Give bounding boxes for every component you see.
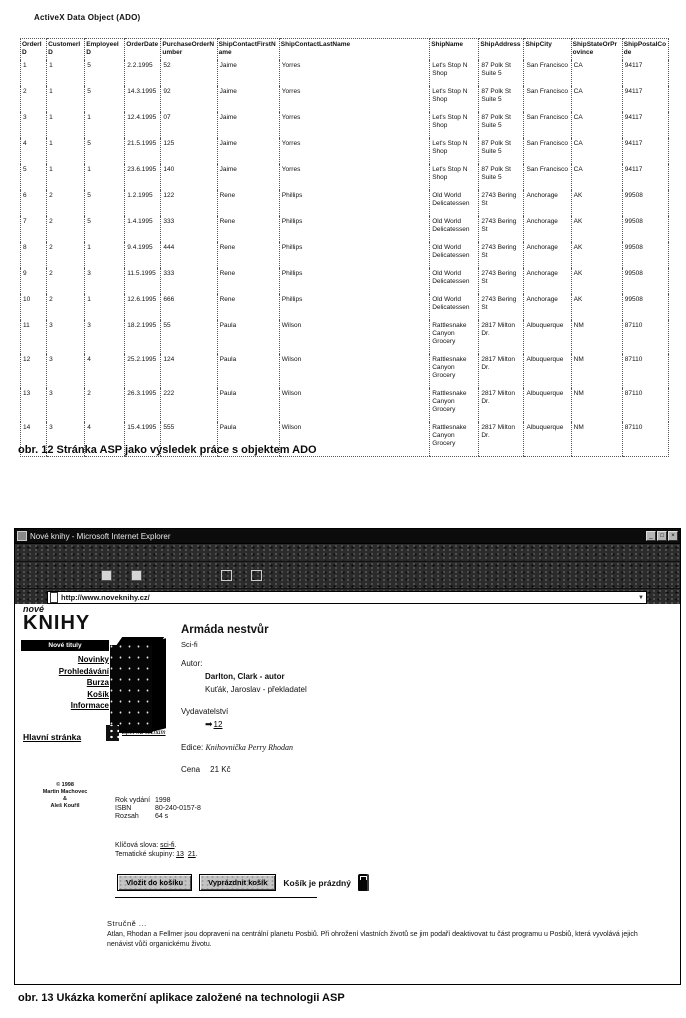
- keywords-line: [115, 842, 176, 849]
- table-cell: 1: [85, 242, 125, 268]
- table-cell: Albuquerque: [524, 388, 571, 422]
- table-cell: Old World Delicatessen: [430, 190, 479, 216]
- table-cell: 1: [47, 138, 85, 164]
- title-bar: [15, 529, 680, 543]
- table-cell: 125: [161, 138, 217, 164]
- table-cell: 5: [85, 190, 125, 216]
- table-cell: CA: [571, 86, 622, 112]
- table-cell: 94117: [622, 138, 668, 164]
- table-cell: 124: [161, 354, 217, 388]
- table-cell: 2817 Milton Dr.: [479, 354, 524, 388]
- table-cell: Rene: [217, 242, 279, 268]
- sidebar-link[interactable]: Informace: [70, 701, 109, 710]
- table-cell: Anchorage: [524, 216, 571, 242]
- table-cell: Yorres: [279, 138, 429, 164]
- table-cell: Paula: [217, 422, 279, 457]
- keywords-label: Klíčová slova:: [115, 842, 159, 849]
- table-cell: Jaime: [217, 112, 279, 138]
- table-cell: 444: [161, 242, 217, 268]
- table-cell: Albuquerque: [524, 320, 571, 354]
- table-cell: Anchorage: [524, 294, 571, 320]
- table-cell: Yorres: [279, 112, 429, 138]
- table-cell: AK: [571, 216, 622, 242]
- table-cell: Anchorage: [524, 190, 571, 216]
- table-row: [21, 190, 669, 216]
- table-cell: San Francisco: [524, 112, 571, 138]
- table-cell: 4: [85, 422, 125, 457]
- page-content: [15, 604, 680, 984]
- table-cell: 5: [85, 138, 125, 164]
- column-header: PurchaseOrderNumber: [161, 39, 217, 61]
- table-cell: 1: [85, 294, 125, 320]
- empty-cart-button[interactable]: Vyprázdnit košík: [199, 874, 276, 891]
- table-cell: 2: [47, 268, 85, 294]
- table-cell: Old World Delicatessen: [430, 242, 479, 268]
- toolbar-icon[interactable]: [251, 570, 262, 581]
- table-cell: 2: [47, 294, 85, 320]
- table-cell: 2743 Bering St: [479, 190, 524, 216]
- table-cell: Yorres: [279, 164, 429, 190]
- table-cell: 2817 Milton Dr.: [479, 422, 524, 457]
- toolbar[interactable]: [15, 561, 680, 588]
- summary-label: Stručně ...: [107, 919, 147, 928]
- divider-line: [115, 897, 317, 898]
- table-cell: 1: [21, 60, 47, 86]
- table-cell: 87 Polk St Suite 5: [479, 60, 524, 86]
- table-cell: CA: [571, 164, 622, 190]
- table-row: [21, 320, 669, 354]
- table-cell: 5: [85, 86, 125, 112]
- copyright-line: Aleš Kouřil: [50, 803, 80, 809]
- table-cell: 3: [85, 320, 125, 354]
- table-cell: Albuquerque: [524, 422, 571, 457]
- book-cover-image: [110, 637, 172, 739]
- back-to-list-link[interactable]: Zpět na seznam: [122, 728, 166, 736]
- table-cell: 3: [21, 112, 47, 138]
- edition-value: Knihovnička Perry Rhodan: [205, 743, 294, 752]
- table-cell: 87 Polk St Suite 5: [479, 138, 524, 164]
- cart-actions: [117, 874, 369, 891]
- table-cell: Anchorage: [524, 242, 571, 268]
- table-cell: NM: [571, 388, 622, 422]
- table-cell: 666: [161, 294, 217, 320]
- cart-status: Košík je prázdný: [283, 877, 351, 888]
- table-cell: 14: [21, 422, 47, 457]
- table-row: [21, 60, 669, 86]
- sidebar-nav: [15, 654, 109, 712]
- table-cell: 2743 Bering St: [479, 294, 524, 320]
- table-cell: 94117: [622, 86, 668, 112]
- table-cell: 333: [161, 216, 217, 242]
- table-cell: 7: [21, 216, 47, 242]
- column-header: ShipContactLastName: [279, 39, 429, 61]
- table-cell: 13: [21, 388, 47, 422]
- column-header: ShipContactFirstName: [217, 39, 279, 61]
- table-cell: 26.3.1995: [125, 388, 161, 422]
- table-row: [21, 138, 669, 164]
- table-cell: CA: [571, 112, 622, 138]
- table-cell: Rene: [217, 190, 279, 216]
- publisher-line: [205, 719, 222, 730]
- table-row: [21, 112, 669, 138]
- group-link[interactable]: 21: [187, 851, 196, 858]
- table-cell: Rattlesnake Canyon Grocery: [430, 354, 479, 388]
- isbn-line: [115, 805, 201, 813]
- table-cell: Jaime: [217, 138, 279, 164]
- table-cell: 4: [85, 354, 125, 388]
- table-cell: Let's Stop N Shop: [430, 164, 479, 190]
- extent-line: [115, 813, 201, 821]
- table-cell: 2817 Milton Dr.: [479, 388, 524, 422]
- table-row: [21, 216, 669, 242]
- table-cell: 99508: [622, 242, 668, 268]
- table-cell: 5: [85, 216, 125, 242]
- table-cell: Wilson: [279, 388, 429, 422]
- book-genre: Sci-fi: [181, 640, 198, 649]
- table-cell: 87110: [622, 354, 668, 388]
- table-cell: AK: [571, 242, 622, 268]
- table-cell: 3: [47, 320, 85, 354]
- table-cell: 25.2.1995: [125, 354, 161, 388]
- table-row: [21, 268, 669, 294]
- table-cell: 122: [161, 190, 217, 216]
- sidebar-link[interactable]: Košík: [87, 689, 109, 699]
- table-cell: Rene: [217, 268, 279, 294]
- table-cell: Phillips: [279, 216, 429, 242]
- price-line: [181, 765, 231, 774]
- table-row: [21, 86, 669, 112]
- table-cell: 87110: [622, 422, 668, 457]
- table-cell: AK: [571, 294, 622, 320]
- table-cell: Let's Stop N Shop: [430, 138, 479, 164]
- orders-table-container: [20, 38, 670, 457]
- table-cell: 3: [85, 268, 125, 294]
- table-cell: 2743 Bering St: [479, 242, 524, 268]
- copyright-line: Martin Machovec: [42, 789, 88, 795]
- table-cell: 1: [47, 60, 85, 86]
- site-logo: [23, 605, 113, 633]
- table-cell: 3: [47, 388, 85, 422]
- table-cell: NM: [571, 354, 622, 388]
- table-cell: 555: [161, 422, 217, 457]
- table-cell: Phillips: [279, 190, 429, 216]
- table-cell: 15.4.1995: [125, 422, 161, 457]
- table-cell: 2: [47, 242, 85, 268]
- table-cell: Jaime: [217, 164, 279, 190]
- table-cell: 07: [161, 112, 217, 138]
- column-header: ShipStateOrProvince: [571, 39, 622, 61]
- table-cell: 2: [21, 86, 47, 112]
- table-cell: 5: [21, 164, 47, 190]
- table-cell: 2: [47, 216, 85, 242]
- table-cell: Let's Stop N Shop: [430, 112, 479, 138]
- table-cell: 94117: [622, 60, 668, 86]
- table-cell: Old World Delicatessen: [430, 294, 479, 320]
- toolbar-icon[interactable]: [131, 570, 142, 581]
- price-value: 21 Kč: [210, 765, 231, 774]
- table-cell: 8: [21, 242, 47, 268]
- table-cell: San Francisco: [524, 86, 571, 112]
- table-row: [21, 294, 669, 320]
- extent-label: Rozsah: [115, 813, 139, 821]
- table-cell: Jaime: [217, 86, 279, 112]
- table-cell: 23.6.1995: [125, 164, 161, 190]
- window-controls: [646, 531, 678, 541]
- table-cell: 99508: [622, 294, 668, 320]
- copyright-line: © 1998: [56, 782, 74, 788]
- data-table: [20, 38, 669, 457]
- table-cell: Paula: [217, 320, 279, 354]
- arrow-icon: ➡: [205, 719, 213, 729]
- window-title: Nové knihy - Microsoft Internet Explorer: [30, 531, 171, 541]
- table-cell: CA: [571, 60, 622, 86]
- sidebar-link[interactable]: Prohledávání: [58, 666, 109, 676]
- table-cell: 87110: [622, 388, 668, 422]
- table-row: [21, 164, 669, 190]
- author-line: Darlton, Clark - autor: [205, 672, 285, 681]
- logo-main-text: KNIHY: [23, 612, 91, 634]
- table-cell: 1: [85, 112, 125, 138]
- table-cell: Yorres: [279, 86, 429, 112]
- table-cell: 10: [21, 294, 47, 320]
- figure1-title: ActiveX Data Object (ADO): [34, 13, 141, 22]
- table-cell: Albuquerque: [524, 354, 571, 388]
- table-cell: AK: [571, 268, 622, 294]
- table-cell: 1: [47, 112, 85, 138]
- table-cell: Rene: [217, 216, 279, 242]
- table-cell: 1: [85, 164, 125, 190]
- table-cell: NM: [571, 422, 622, 457]
- copyright-block: [15, 782, 115, 810]
- table-cell: 2: [47, 190, 85, 216]
- translator-line: Kuťák, Jaroslav - překladatel: [205, 685, 307, 694]
- table-cell: 14.3.1995: [125, 86, 161, 112]
- table-cell: 1.4.1995: [125, 216, 161, 242]
- table-cell: 6: [21, 190, 47, 216]
- table-cell: 99508: [622, 268, 668, 294]
- table-cell: 2743 Bering St: [479, 268, 524, 294]
- logo-top-text: nové: [23, 604, 45, 614]
- toolbar-icon[interactable]: [221, 570, 232, 581]
- isbn-value: 80-240-0157-8: [154, 805, 201, 813]
- column-header: OrderID: [21, 39, 47, 61]
- table-cell: Wilson: [279, 422, 429, 457]
- table-cell: 9: [21, 268, 47, 294]
- table-cell: 21.5.1995: [125, 138, 161, 164]
- summary-text: Atlan, Rhodan a Fellmer jsou dopraveni na centrální planetu Posbiů. Při ohrožení vlastních životů se jim podaří deaktivovat tu část programu u Posbiů, která vyvolává jejich nenávist vůči organickému životu.: [107, 931, 638, 948]
- table-cell: 94117: [622, 164, 668, 190]
- table-cell: 3: [47, 354, 85, 388]
- table-cell: Phillips: [279, 242, 429, 268]
- table-cell: 12.6.1995: [125, 294, 161, 320]
- table-cell: Rattlesnake Canyon Grocery: [430, 320, 479, 354]
- maximize-button[interactable]: □: [657, 531, 667, 541]
- table-cell: Paula: [217, 388, 279, 422]
- table-cell: Yorres: [279, 60, 429, 86]
- table-cell: 87 Polk St Suite 5: [479, 86, 524, 112]
- table-cell: 52: [161, 60, 217, 86]
- book-title: Armáda nestvůr: [181, 624, 269, 636]
- table-cell: San Francisco: [524, 60, 571, 86]
- table-cell: AK: [571, 190, 622, 216]
- table-cell: Phillips: [279, 294, 429, 320]
- close-button[interactable]: ×: [668, 531, 678, 541]
- browser-window: [14, 528, 681, 985]
- minimize-button[interactable]: _: [646, 531, 656, 541]
- table-cell: Rattlesnake Canyon Grocery: [430, 422, 479, 457]
- page-icon: [50, 592, 58, 603]
- isbn-label: ISBN: [115, 805, 132, 813]
- caption-obr-13: obr. 13 Ukázka komerční aplikace založené na technologii ASP: [18, 992, 345, 1004]
- toolbar-icon[interactable]: [101, 570, 112, 581]
- sidebar-banner: Nové tituly: [21, 640, 109, 651]
- column-header: ShipPostalCode: [622, 39, 668, 61]
- table-cell: Let's Stop N Shop: [430, 60, 479, 86]
- table-cell: Paula: [217, 354, 279, 388]
- table-cell: 2743 Bering St: [479, 216, 524, 242]
- table-cell: 18.2.1995: [125, 320, 161, 354]
- table-cell: Anchorage: [524, 268, 571, 294]
- basket-icon: [358, 874, 369, 891]
- keywords-suffix: .: [174, 842, 177, 849]
- home-link[interactable]: Hlavní stránka: [23, 732, 82, 742]
- table-cell: 11.5.1995: [125, 268, 161, 294]
- ie-icon: [17, 531, 27, 541]
- year-value: 1998: [154, 797, 171, 804]
- keyword-link[interactable]: sci-fi: [160, 842, 175, 849]
- table-cell: 92: [161, 86, 217, 112]
- table-cell: 99508: [622, 190, 668, 216]
- url-text: http://www.noveknihy.cz/: [61, 593, 150, 602]
- column-header: OrderDate: [125, 39, 161, 61]
- group-links: [176, 851, 196, 858]
- table-cell: 87 Polk St Suite 5: [479, 164, 524, 190]
- column-header: ShipName: [430, 39, 479, 61]
- table-cell: 333: [161, 268, 217, 294]
- table-cell: Old World Delicatessen: [430, 216, 479, 242]
- table-cell: 2817 Milton Dr.: [479, 320, 524, 354]
- table-cell: 4: [21, 138, 47, 164]
- table-cell: 11: [21, 320, 47, 354]
- price-label: Cena: [181, 765, 201, 774]
- year-label: Rok vydání: [115, 797, 151, 804]
- group-link[interactable]: 13: [176, 851, 184, 858]
- caption-obr-12: obr. 12 Stránka ASP jako výsledek práce s objektem ADO: [18, 444, 317, 456]
- add-to-cart-button[interactable]: Vložit do košíku: [117, 874, 192, 891]
- table-cell: 1.2.1995: [125, 190, 161, 216]
- groups-label: Tematické skupiny:: [115, 851, 175, 858]
- edition-line: [181, 743, 293, 752]
- book-cover-front: [110, 645, 152, 733]
- table-cell: NM: [571, 320, 622, 354]
- publisher-link[interactable]: 12: [213, 720, 223, 729]
- table-cell: 5: [85, 60, 125, 86]
- table-cell: 2: [85, 388, 125, 422]
- table-cell: Wilson: [279, 320, 429, 354]
- table-cell: Old World Delicatessen: [430, 268, 479, 294]
- column-header: EmployeeID: [85, 39, 125, 61]
- table-cell: Jaime: [217, 60, 279, 86]
- book-meta: [115, 797, 201, 822]
- table-cell: Phillips: [279, 268, 429, 294]
- publisher-label: Vydavatelství: [181, 707, 229, 716]
- table-row: [21, 354, 669, 388]
- header-row: [21, 39, 669, 61]
- groups-line: [115, 851, 198, 858]
- book-cover-side: [152, 638, 166, 731]
- column-header: ShipCity: [524, 39, 571, 61]
- table-cell: 1: [47, 164, 85, 190]
- table-cell: Rattlesnake Canyon Grocery: [430, 388, 479, 422]
- extent-value: 64 s: [154, 813, 169, 821]
- table-cell: Let's Stop N Shop: [430, 86, 479, 112]
- sidebar-link[interactable]: Novinky: [77, 655, 109, 664]
- table-cell: 87110: [622, 320, 668, 354]
- table-cell: 2.2.1995: [125, 60, 161, 86]
- url-dropdown-icon[interactable]: ▼: [638, 594, 644, 601]
- table-cell: 12.4.1995: [125, 112, 161, 138]
- table-cell: San Francisco: [524, 164, 571, 190]
- sidebar-link[interactable]: Burza: [86, 678, 109, 687]
- url-field[interactable]: [47, 591, 647, 604]
- table-cell: 3: [47, 422, 85, 457]
- book-list-icon: [106, 725, 119, 741]
- column-header: ShipAddress: [479, 39, 524, 61]
- copyright-line: &: [63, 796, 67, 802]
- table-cell: 87 Polk St Suite 5: [479, 112, 524, 138]
- groups-suffix: .: [195, 851, 198, 858]
- table-cell: Wilson: [279, 354, 429, 388]
- table-cell: 222: [161, 388, 217, 422]
- table-cell: Rene: [217, 294, 279, 320]
- table-cell: 1: [47, 86, 85, 112]
- edition-label: Edice:: [181, 743, 204, 752]
- table-cell: San Francisco: [524, 138, 571, 164]
- table-cell: 9.4.1995: [125, 242, 161, 268]
- column-header: CustomerID: [47, 39, 85, 61]
- table-row: [21, 242, 669, 268]
- table-cell: CA: [571, 138, 622, 164]
- table-cell: 12: [21, 354, 47, 388]
- table-cell: 55: [161, 320, 217, 354]
- year-line: [115, 797, 201, 805]
- table-cell: 140: [161, 164, 217, 190]
- table-row: [21, 388, 669, 422]
- author-label: Autor:: [181, 659, 203, 668]
- menu-bar[interactable]: [15, 543, 680, 561]
- table-cell: 99508: [622, 216, 668, 242]
- table-cell: 94117: [622, 112, 668, 138]
